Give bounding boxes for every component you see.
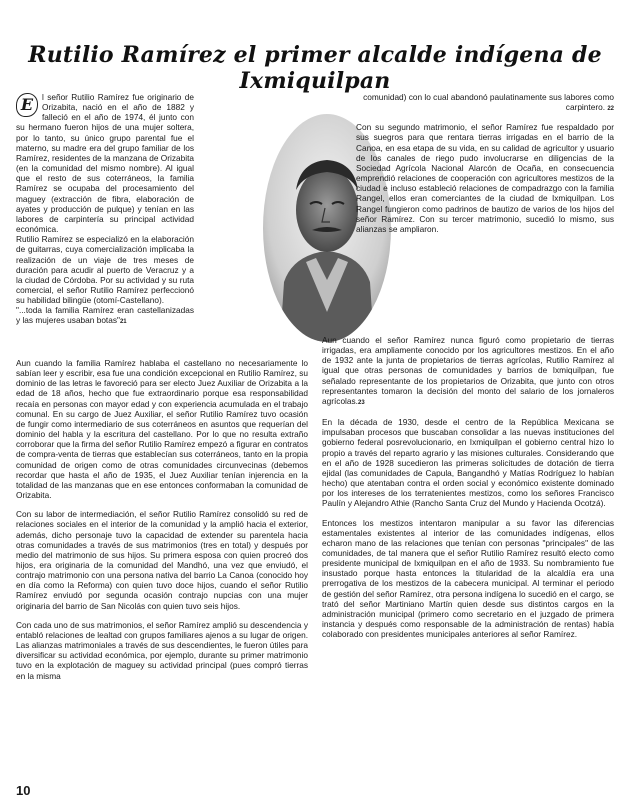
paragraph: Con cada uno de sus matrimonios, el señor Ramírez amplió su descendencia y entabló relaciones de lealtad con grupos familiares ajenos a su lugar de origen. Las alianzas matrimoniales a través de sus descendientes, le fueron útiles para diversificar su actividad económica, por ejemplo, durante su primer matrimonio tuvo en la explotación de maguey su actividad principal (pues compró tierras en la misma [16, 619, 308, 681]
paragraph-text: Aun cuando el señor Ramírez nunca figuró como propietario de tierras irrigadas, era ampliamente conocido por los agricultores mestizos. En el año de 1932 ante la junta de propietarios de tierras agrícolas, Rutilio Ramírez al igual que otras personas de comunidades y barrios de Ixmiquilpan, fue señalado representante de los propietarios de Orizabita, que junto con otros representantes tomaron la decisión del monto del salario de los jornaleros agrícolas. [322, 335, 614, 406]
paragraph: En la década de 1930, desde el centro de la República Mexicana se impulsaban procesos que buscaban consolidar a las nuevas instituciones del gobierno federal posrevolucionario, en Ixmiquilpan el gobierno central hizo lo propio a través del reparto agrario y las misiones culturales. Considerando que en el año de 1928 sucedieron las primeras solicitudes de dotación de tierra ejidal (las comunidades de Capula, Bangandhó y Matías Rodríguez lo habían hecho) que atentaban contra el orden social y económico existente dominado por los intereses de los terratenientes mestizos, como los señores Francisco Paulín y Alejandro Athie (Rancho Santa Cruz del Mundo y Hacienda Ocotzá). [322, 417, 614, 509]
paragraph: Aun cuando la familia Ramírez hablaba el castellano no necesariamente lo sabían leer y escribir, esa fue una condición excepcional en Rutilio Ramírez, su dominio de las letras le favoreció para ser electo Juez Auxiliar de Orizabita a la edad de 18 años, hecho que fue extraordinario porque esa responsabilidad recaía en personas con mayor edad y con experiencia acumulada en el trabajo comunal. En su cargo de Juez Auxiliar, el señor Rutilio Ramírez tuvo ocasión de fungir como intermediario de sus coterráneos en asuntos que requerían del dominio del habla y la escritura del castellano. Por lo que no resulta extraño corroborar que la firma del señor Rutilio Ramírez empezó a figurar en contratos de compra-venta de tierras que establecían sus coterráneos, tanto en la propia comunidad de origen como de otras comunidades circunvecinas (debemos recordar que hasta el año de 1935, el Juez Auxiliar tenían injerencia en la totalidad de las manzanas que en ese entonces conformaban la comunidad de Orizabita. [16, 358, 308, 501]
right-column-body [322, 335, 614, 648]
footnote-ref: 21 [119, 319, 127, 326]
page-number: 10 [16, 783, 31, 798]
paragraph [356, 92, 614, 114]
footnote-ref: 23 [357, 399, 365, 406]
left-column-body [16, 358, 308, 690]
paragraph: Con su labor de intermediación, el señor Rutilio Ramírez consolidó su red de relaciones sociales en el interior de la comunidad y la amplió hacia el exterior, además, dicho personaje tuvo la capacidad de extender su parentela hacia otras comunidades a través de sus matrimonios (tres en total) y después por medio del matrimonio de sus hijos. Su primera esposa con quien procreó dos hijos, era originaria de la comunidad del Mandhó, una vez que enviudó, el contrajo matrimonio con una persona nativa del barrio La Canoa (conocido hoy en día como la Reforma) con quien tuvo doce hijos, cuando el señor Rutilio Ramírez enviudó por segunda ocasión contrajo nupcias con una mujer originaria del barrio de San Nicolás con quien tuvo seis hijos. [16, 509, 308, 611]
left-top-text-block [16, 92, 194, 328]
article-title: Rutilio Ramírez el primer alcalde indígena de Ixmiquilpan [28, 42, 602, 94]
paragraph: Rutilio Ramírez se especializó en la elaboración de guitarras, cuya comercialización implicaba la realización de un viaje de tres meses de duración para acudir al puerto de Veracruz y a la ciudad de Córdoba. Por su actividad y su ruta comercial, el señor Rutilio Ramírez perfeccionó su habilidad bilingüe (otomí-Castellano). [16, 234, 194, 306]
paragraph [322, 335, 614, 408]
paragraph: Entonces los mestizos intentaron manipular a su favor las diferencias estamentales existentes al interior de las comunidades indígenas, ellos echaron mano de las relaciones que tenían con personas "principales" de las comunidades, de tal manera que el señor Rutilio Ramírez resultó electo como presidente municipal de Ixmiquilpan en el año de 1933. Su nombramiento fue insustado porque hasta entonces la titularidad de la alcaldía era una prerrogativa de los mestizos de la cabecera municipal. Al terminar el periodo de gestión del señor Ramírez, otra persona indígena lo sucedió en el cargo, se trató del señor Martiniano Martín quien desde sus distintos cargos en la administración municipal (primero como secretario en el juzgado de primera instancia y después como responsable de la administración de rentas) había colaborado con presidentes municipales anteriores al señor Ramírez. [322, 517, 614, 640]
right-column-top [356, 92, 614, 242]
paragraph: Con su segundo matrimonio, el señor Ramírez fue respaldado por sus suegros para que rentara tierras irrigadas en el barrio de la Canoa, en esa etapa de su vida, en su calidad de agricultor y usuario de los canales de riego pudo involucrarse en diligencias de la Sociedad Agrícola Nacional Alarcón de Ocaña, en consecuencia emprendió relaciones de cooperación con agricultores mestizos de la ciudad e incluso estableció relaciones de compadrazgo con la familia Rangel, ellos eran comerciantes de la ciudad de Ixmiquilpan. Los Rangel fungieron como padrinos de bautizo de varios de los hijos del señor Ramírez. Con su tercer matrimonio, sucedió lo mismo, sus alianzas se ampliaron. [356, 122, 614, 234]
footnote-ref: 22 [607, 106, 614, 113]
paragraph-text: l señor Rutilio Ramírez fue originario de Orizabita, nació en el año de 1882 y falleció en el año de 1974, él junto con su hermano fueron hijos de una mujer soltera, por lo tanto, su único grupo parental fue el materno, su madre era del grupo familiar de los Ramírez, residentes de la manzana de Orizabita (en la comunidad del mismo nombre). Al igual que el resto de sus coterráneos, la familia Ramírez se ocupaba del procesamiento del maguey (extracción de fibra, elaboración de ayates y producción de pulque) y tenían en las labores de carpintería su principal actividad económica. [16, 92, 195, 235]
paragraph [16, 92, 194, 234]
quote-paragraph [16, 305, 194, 327]
quote-text: "...toda la familia Ramírez eran castellanizadas y las mujeres usaban botas" [16, 305, 194, 326]
drop-cap: E [16, 93, 38, 117]
paragraph-text: comunidad) con lo cual abandonó paulatinamente sus labores como carpintero. [363, 92, 614, 113]
